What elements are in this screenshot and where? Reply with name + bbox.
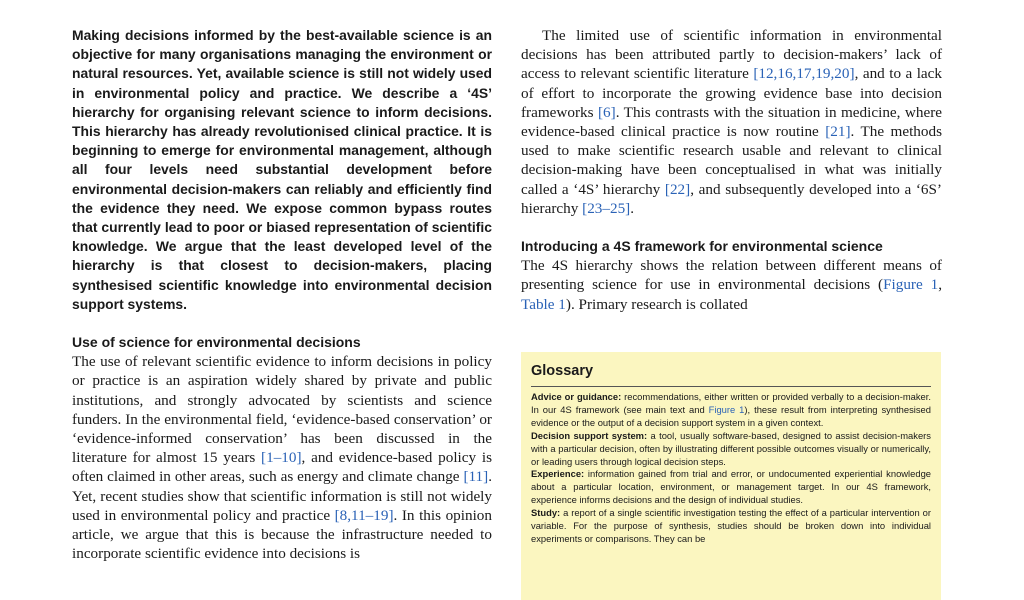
right-column — [521, 26, 942, 314]
citation-link[interactable]: [1–10] — [261, 449, 302, 467]
text-run: . — [630, 199, 635, 217]
text-run: The 4S hierarchy shows the relation between different means of presenting science for use in environmental decisions ( — [521, 257, 942, 294]
intro-paragraph — [521, 26, 942, 218]
glossary-term: Advice or guidance: — [531, 391, 622, 402]
citation-link[interactable]: [8,11–19] — [334, 506, 394, 524]
citation-link[interactable]: [21] — [825, 123, 851, 141]
text-run: The use of relevant scientific evidence to inform decisions in policy or practice is an aspiration widely shared by private and public institutions, and strongly advocated by scientists and science funders. In the environmental field, ‘evidence-based conservation’ or ‘evidence-informed conservation’ has been discussed in the literature for almost 15 years — [72, 353, 492, 467]
figure-link[interactable]: Figure 1 — [883, 276, 939, 294]
citation-link[interactable]: [12,16,17,19,20] — [753, 65, 855, 83]
section-heading-4s-framework: Introducing a 4S framework for environmental science — [521, 238, 883, 255]
section1-paragraph — [72, 352, 492, 563]
citation-link[interactable]: [6] — [597, 103, 616, 121]
text-run: , and subsequently developed into a ‘6S’ hierarchy — [521, 180, 942, 217]
glossary-title: Glossary — [531, 363, 594, 379]
glossary-term: Decision support system: — [531, 429, 648, 441]
glossary-definition: ), these result from interpreting synthesised evidence or the output of a decision support system in a given context. — [531, 403, 931, 428]
glossary-definition: a tool, usually software-based, designed to assist decision-makers with a particular decision, often by illustrating different possible outcomes visually or numerically, or leading users through logical decision steps. — [531, 429, 931, 467]
citation-link[interactable]: [23–25] — [582, 199, 631, 217]
text-run: , and evidence-based policy is often claimed in other areas, such as energy and climate change — [72, 449, 493, 486]
glossary-term: Experience: — [531, 468, 585, 480]
figure-link[interactable]: Figure 1 — [708, 403, 745, 415]
table-link[interactable]: Table 1 — [521, 295, 566, 313]
citation-link[interactable]: [22] — [664, 180, 691, 198]
text-run: . Yet, recent studies show that scientific information is still not widely used in environmental policy and practice — [72, 468, 492, 524]
glossary-term: Study: — [531, 507, 561, 519]
glossary-definition: recommendations, either written or provided verbally to a decision-maker. In our 4S framework (see main text and — [531, 391, 931, 415]
section-heading-use-of-science: Use of science for environmental decisions — [72, 334, 361, 351]
text-run: . The methods used to make scientific research usable and relevant to clinical decision-making have been conceptualised in what was initially called a ‘4S’ hierarchy — [521, 123, 943, 198]
glossary-entry-decision-support — [531, 430, 931, 469]
glossary-box — [521, 352, 941, 600]
text-run: The limited use of scientific information in environmental decisions has been attributed partly to decision-makers’ lack of access to relevant scientific literature — [521, 27, 942, 83]
glossary-definition: a report of a single scientific investigation testing the effect of a particular intervention or variable. For the purpose of synthesis, studies should be broken down into individual experiments or comparisons. They can be — [531, 507, 931, 544]
glossary-entry-study — [531, 507, 931, 546]
citation-link[interactable]: [11] — [463, 468, 489, 486]
glossary-definition: information gained from trial and error, or undocumented experiential knowledge about a particular location, environment, or management target. In our 4S framework, experience informs decisions and the design of individual studies. — [531, 468, 931, 506]
glossary-entry-advice — [531, 391, 931, 430]
text-run: , and to a lack of effort to incorporate the growing evidence base into decision frameworks — [521, 65, 942, 121]
abstract: Making decisions informed by the best-available science is an objective for many organisations managing the environment or natural resources. Yet, available science is still not widely used in environmental policy and practice. We describe a ‘4S’ hierarchy for organising relevant science to inform decisions. This hierarchy has already revolutionised clinical practice. It is beginning to emerge for environmental management, although all four levels need substantial development before environmental decision-makers can reliably and efficiently find the evidence they need. We expose common bypass routes that currently lead to poor or biased representation of scientific knowledge. We argue that the least developed level of the hierarchy is that closest to decision-makers, placing synthesised scientific knowledge into environmental decision support systems. — [72, 27, 492, 312]
section2-paragraph — [521, 256, 942, 314]
text-run: . In this opinion article, we argue that this is because the infrastructure needed to incorporate scientific evidence into decisions is — [72, 506, 492, 563]
text-run: , — [938, 276, 942, 294]
left-column — [72, 26, 492, 563]
glossary-entry-experience — [531, 468, 931, 507]
glossary-list — [521, 387, 941, 546]
text-run: . This contrasts with the situation in medicine, where evidence-based clinical practice is now routine — [521, 103, 942, 141]
text-run: ). Primary research is collated — [565, 295, 748, 313]
